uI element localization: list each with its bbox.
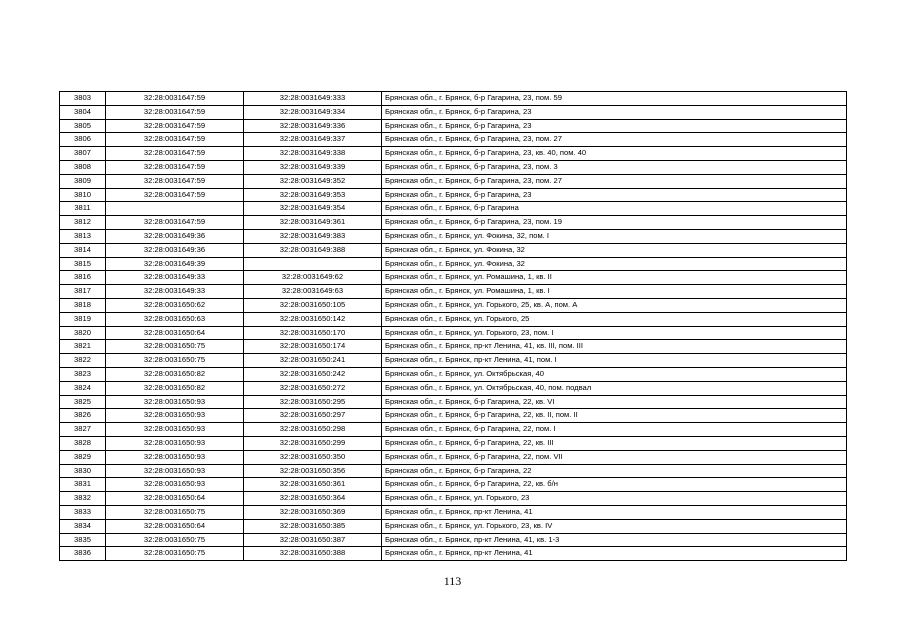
row-number-cell: 3829 xyxy=(60,450,106,464)
land-cadastral-number-cell: 32:28:0031650:93 xyxy=(106,464,244,478)
page-number: 113 xyxy=(443,574,462,588)
address-cell: Брянская обл., г. Брянск, б-р Гагарина, 23, пом. 27 xyxy=(382,174,847,188)
row-number-cell: 3824 xyxy=(60,381,106,395)
row-number-cell: 3834 xyxy=(60,519,106,533)
table-row xyxy=(60,243,847,257)
land-cadastral-number-cell: 32:28:0031649:36 xyxy=(106,243,244,257)
table-row xyxy=(60,505,847,519)
table-row xyxy=(60,133,847,147)
address-cell: Брянская обл., г. Брянск, б-р Гагарина, 22, кв. II, пом. II xyxy=(382,409,847,423)
row-number-cell: 3813 xyxy=(60,229,106,243)
table-row xyxy=(60,547,847,561)
registry-table xyxy=(59,91,847,561)
land-cadastral-number-cell: 32:28:0031647:59 xyxy=(106,160,244,174)
address-cell: Брянская обл., г. Брянск, ул. Горького, 23, пом. I xyxy=(382,326,847,340)
object-cadastral-number-cell: 32:28:0031650:105 xyxy=(244,298,382,312)
address-cell: Брянская обл., г. Брянск, б-р Гагарина, 23, пом. 19 xyxy=(382,216,847,230)
table-row xyxy=(60,436,847,450)
table-row xyxy=(60,147,847,161)
row-number-cell: 3827 xyxy=(60,423,106,437)
table-row xyxy=(60,519,847,533)
land-cadastral-number-cell: 32:28:0031647:59 xyxy=(106,133,244,147)
row-number-cell: 3832 xyxy=(60,492,106,506)
table-row xyxy=(60,423,847,437)
table-row xyxy=(60,381,847,395)
object-cadastral-number-cell: 32:28:0031650:356 xyxy=(244,464,382,478)
table-row xyxy=(60,340,847,354)
land-cadastral-number-cell: 32:28:0031647:59 xyxy=(106,105,244,119)
object-cadastral-number-cell: 32:28:0031650:241 xyxy=(244,354,382,368)
row-number-cell: 3805 xyxy=(60,119,106,133)
land-cadastral-number-cell: 32:28:0031650:82 xyxy=(106,381,244,395)
table-row xyxy=(60,464,847,478)
object-cadastral-number-cell: 32:28:0031650:295 xyxy=(244,395,382,409)
table-row xyxy=(60,174,847,188)
table-row xyxy=(60,216,847,230)
table-row xyxy=(60,478,847,492)
land-cadastral-number-cell: 32:28:0031649:33 xyxy=(106,285,244,299)
table-row xyxy=(60,285,847,299)
table-row xyxy=(60,367,847,381)
address-cell: Брянская обл., г. Брянск, ул. Фокина, 32 xyxy=(382,257,847,271)
land-cadastral-number-cell: 32:28:0031650:93 xyxy=(106,478,244,492)
object-cadastral-number-cell: 32:28:0031649:354 xyxy=(244,202,382,216)
object-cadastral-number-cell: 32:28:0031649:337 xyxy=(244,133,382,147)
address-cell: Брянская обл., г. Брянск, б-р Гагарина, 22, пом. VII xyxy=(382,450,847,464)
table-row xyxy=(60,229,847,243)
row-number-cell: 3818 xyxy=(60,298,106,312)
row-number-cell: 3836 xyxy=(60,547,106,561)
address-cell: Брянская обл., г. Брянск, ул. Октябрьская, 40, пом. подвал xyxy=(382,381,847,395)
row-number-cell: 3810 xyxy=(60,188,106,202)
address-cell: Брянская обл., г. Брянск, б-р Гагарина, 23, пом. 3 xyxy=(382,160,847,174)
address-cell: Брянская обл., г. Брянск, б-р Гагарина, 23, кв. 40, пом. 40 xyxy=(382,147,847,161)
table-row xyxy=(60,105,847,119)
table-row xyxy=(60,298,847,312)
row-number-cell: 3820 xyxy=(60,326,106,340)
object-cadastral-number-cell: 32:28:0031649:339 xyxy=(244,160,382,174)
land-cadastral-number-cell: 32:28:0031650:64 xyxy=(106,519,244,533)
land-cadastral-number-cell: 32:28:0031650:64 xyxy=(106,326,244,340)
address-cell: Брянская обл., г. Брянск, ул. Фокина, 32, пом. I xyxy=(382,229,847,243)
table-row xyxy=(60,312,847,326)
object-cadastral-number-cell: 32:28:0031649:63 xyxy=(244,285,382,299)
address-cell: Брянская обл., г. Брянск, б-р Гагарина, 23 xyxy=(382,105,847,119)
land-cadastral-number-cell: 32:28:0031650:93 xyxy=(106,395,244,409)
land-cadastral-number-cell: 32:28:0031650:75 xyxy=(106,340,244,354)
object-cadastral-number-cell: 32:28:0031650:350 xyxy=(244,450,382,464)
table-row xyxy=(60,450,847,464)
object-cadastral-number-cell: 32:28:0031650:299 xyxy=(244,436,382,450)
address-cell: Брянская обл., г. Брянск, б-р Гагарина, 23 xyxy=(382,119,847,133)
row-number-cell: 3812 xyxy=(60,216,106,230)
object-cadastral-number-cell: 32:28:0031650:242 xyxy=(244,367,382,381)
object-cadastral-number-cell: 32:28:0031649:333 xyxy=(244,92,382,106)
row-number-cell: 3809 xyxy=(60,174,106,188)
row-number-cell: 3833 xyxy=(60,505,106,519)
object-cadastral-number-cell xyxy=(244,257,382,271)
address-cell: Брянская обл., г. Брянск, ул. Горького, 25 xyxy=(382,312,847,326)
object-cadastral-number-cell: 32:28:0031650:142 xyxy=(244,312,382,326)
land-cadastral-number-cell: 32:28:0031650:93 xyxy=(106,450,244,464)
table-row xyxy=(60,271,847,285)
land-cadastral-number-cell: 32:28:0031650:93 xyxy=(106,436,244,450)
land-cadastral-number-cell xyxy=(106,202,244,216)
row-number-cell: 3825 xyxy=(60,395,106,409)
object-cadastral-number-cell: 32:28:0031649:334 xyxy=(244,105,382,119)
object-cadastral-number-cell: 32:28:0031650:170 xyxy=(244,326,382,340)
object-cadastral-number-cell: 32:28:0031649:62 xyxy=(244,271,382,285)
land-cadastral-number-cell: 32:28:0031647:59 xyxy=(106,92,244,106)
address-cell: Брянская обл., г. Брянск, ул. Горького, 23 xyxy=(382,492,847,506)
land-cadastral-number-cell: 32:28:0031649:33 xyxy=(106,271,244,285)
table-row xyxy=(60,492,847,506)
land-cadastral-number-cell: 32:28:0031650:75 xyxy=(106,354,244,368)
registry-table-body xyxy=(60,92,847,561)
row-number-cell: 3816 xyxy=(60,271,106,285)
row-number-cell: 3828 xyxy=(60,436,106,450)
land-cadastral-number-cell: 32:28:0031650:75 xyxy=(106,505,244,519)
address-cell: Брянская обл., г. Брянск, пр-кт Ленина, 41, пом. I xyxy=(382,354,847,368)
row-number-cell: 3821 xyxy=(60,340,106,354)
land-cadastral-number-cell: 32:28:0031650:75 xyxy=(106,547,244,561)
table-row xyxy=(60,92,847,106)
row-number-cell: 3808 xyxy=(60,160,106,174)
table-row xyxy=(60,409,847,423)
row-number-cell: 3811 xyxy=(60,202,106,216)
row-number-cell: 3823 xyxy=(60,367,106,381)
table-row xyxy=(60,188,847,202)
land-cadastral-number-cell: 32:28:0031649:36 xyxy=(106,229,244,243)
land-cadastral-number-cell: 32:28:0031647:59 xyxy=(106,188,244,202)
land-cadastral-number-cell: 32:28:0031650:82 xyxy=(106,367,244,381)
address-cell: Брянская обл., г. Брянск, ул. Ромашина, 1, кв. I xyxy=(382,285,847,299)
object-cadastral-number-cell: 32:28:0031649:388 xyxy=(244,243,382,257)
row-number-cell: 3815 xyxy=(60,257,106,271)
land-cadastral-number-cell: 32:28:0031650:62 xyxy=(106,298,244,312)
object-cadastral-number-cell: 32:28:0031649:338 xyxy=(244,147,382,161)
address-cell: Брянская обл., г. Брянск, ул. Фокина, 32 xyxy=(382,243,847,257)
land-cadastral-number-cell: 32:28:0031649:39 xyxy=(106,257,244,271)
table-row xyxy=(60,202,847,216)
row-number-cell: 3807 xyxy=(60,147,106,161)
address-cell: Брянская обл., г. Брянск, пр-кт Ленина, 41 xyxy=(382,547,847,561)
table-row xyxy=(60,326,847,340)
land-cadastral-number-cell: 32:28:0031650:93 xyxy=(106,409,244,423)
address-cell: Брянская обл., г. Брянск, б-р Гагарина, 22 xyxy=(382,464,847,478)
object-cadastral-number-cell: 32:28:0031649:361 xyxy=(244,216,382,230)
object-cadastral-number-cell: 32:28:0031649:336 xyxy=(244,119,382,133)
land-cadastral-number-cell: 32:28:0031650:63 xyxy=(106,312,244,326)
address-cell: Брянская обл., г. Брянск, б-р Гагарина, 23, пом. 27 xyxy=(382,133,847,147)
address-cell: Брянская обл., г. Брянск, б-р Гагарина, 22, кв. VI xyxy=(382,395,847,409)
table-row xyxy=(60,533,847,547)
row-number-cell: 3826 xyxy=(60,409,106,423)
row-number-cell: 3830 xyxy=(60,464,106,478)
row-number-cell: 3822 xyxy=(60,354,106,368)
address-cell: Брянская обл., г. Брянск, б-р Гагарина, 23 xyxy=(382,188,847,202)
row-number-cell: 3835 xyxy=(60,533,106,547)
object-cadastral-number-cell: 32:28:0031650:385 xyxy=(244,519,382,533)
object-cadastral-number-cell: 32:28:0031650:174 xyxy=(244,340,382,354)
address-cell: Брянская обл., г. Брянск, ул. Ромашина, 1, кв. II xyxy=(382,271,847,285)
address-cell: Брянская обл., г. Брянск, б-р Гагарина, 22, кв. III xyxy=(382,436,847,450)
row-number-cell: 3814 xyxy=(60,243,106,257)
object-cadastral-number-cell: 32:28:0031649:352 xyxy=(244,174,382,188)
land-cadastral-number-cell: 32:28:0031647:59 xyxy=(106,147,244,161)
land-cadastral-number-cell: 32:28:0031647:59 xyxy=(106,216,244,230)
table-row xyxy=(60,395,847,409)
object-cadastral-number-cell: 32:28:0031650:387 xyxy=(244,533,382,547)
row-number-cell: 3804 xyxy=(60,105,106,119)
address-cell: Брянская обл., г. Брянск, пр-кт Ленина, 41 xyxy=(382,505,847,519)
land-cadastral-number-cell: 32:28:0031647:59 xyxy=(106,119,244,133)
row-number-cell: 3817 xyxy=(60,285,106,299)
table-row xyxy=(60,119,847,133)
land-cadastral-number-cell: 32:28:0031650:64 xyxy=(106,492,244,506)
object-cadastral-number-cell: 32:28:0031650:388 xyxy=(244,547,382,561)
address-cell: Брянская обл., г. Брянск, б-р Гагарина, 22, кв. б/н xyxy=(382,478,847,492)
address-cell: Брянская обл., г. Брянск, б-р Гагарина, 23, пом. 59 xyxy=(382,92,847,106)
object-cadastral-number-cell: 32:28:0031650:297 xyxy=(244,409,382,423)
row-number-cell: 3803 xyxy=(60,92,106,106)
address-cell: Брянская обл., г. Брянск, б-р Гагарина, 22, пом. I xyxy=(382,423,847,437)
object-cadastral-number-cell: 32:28:0031650:272 xyxy=(244,381,382,395)
address-cell: Брянская обл., г. Брянск, б-р Гагарина xyxy=(382,202,847,216)
address-cell: Брянская обл., г. Брянск, пр-кт Ленина, 41, кв. 1-3 xyxy=(382,533,847,547)
address-cell: Брянская обл., г. Брянск, пр-кт Ленина, 41, кв. III, пом. III xyxy=(382,340,847,354)
object-cadastral-number-cell: 32:28:0031650:369 xyxy=(244,505,382,519)
address-cell: Брянская обл., г. Брянск, ул. Октябрьская, 40 xyxy=(382,367,847,381)
object-cadastral-number-cell: 32:28:0031650:364 xyxy=(244,492,382,506)
table-row xyxy=(60,354,847,368)
object-cadastral-number-cell: 32:28:0031649:353 xyxy=(244,188,382,202)
row-number-cell: 3806 xyxy=(60,133,106,147)
address-cell: Брянская обл., г. Брянск, ул. Горького, 25, кв. А, пом. А xyxy=(382,298,847,312)
address-cell: Брянская обл., г. Брянск, ул. Горького, 23, кв. IV xyxy=(382,519,847,533)
land-cadastral-number-cell: 32:28:0031650:93 xyxy=(106,423,244,437)
object-cadastral-number-cell: 32:28:0031650:361 xyxy=(244,478,382,492)
land-cadastral-number-cell: 32:28:0031650:75 xyxy=(106,533,244,547)
land-cadastral-number-cell: 32:28:0031647:59 xyxy=(106,174,244,188)
object-cadastral-number-cell: 32:28:0031649:383 xyxy=(244,229,382,243)
table-row xyxy=(60,257,847,271)
row-number-cell: 3819 xyxy=(60,312,106,326)
table-row xyxy=(60,160,847,174)
object-cadastral-number-cell: 32:28:0031650:298 xyxy=(244,423,382,437)
row-number-cell: 3831 xyxy=(60,478,106,492)
